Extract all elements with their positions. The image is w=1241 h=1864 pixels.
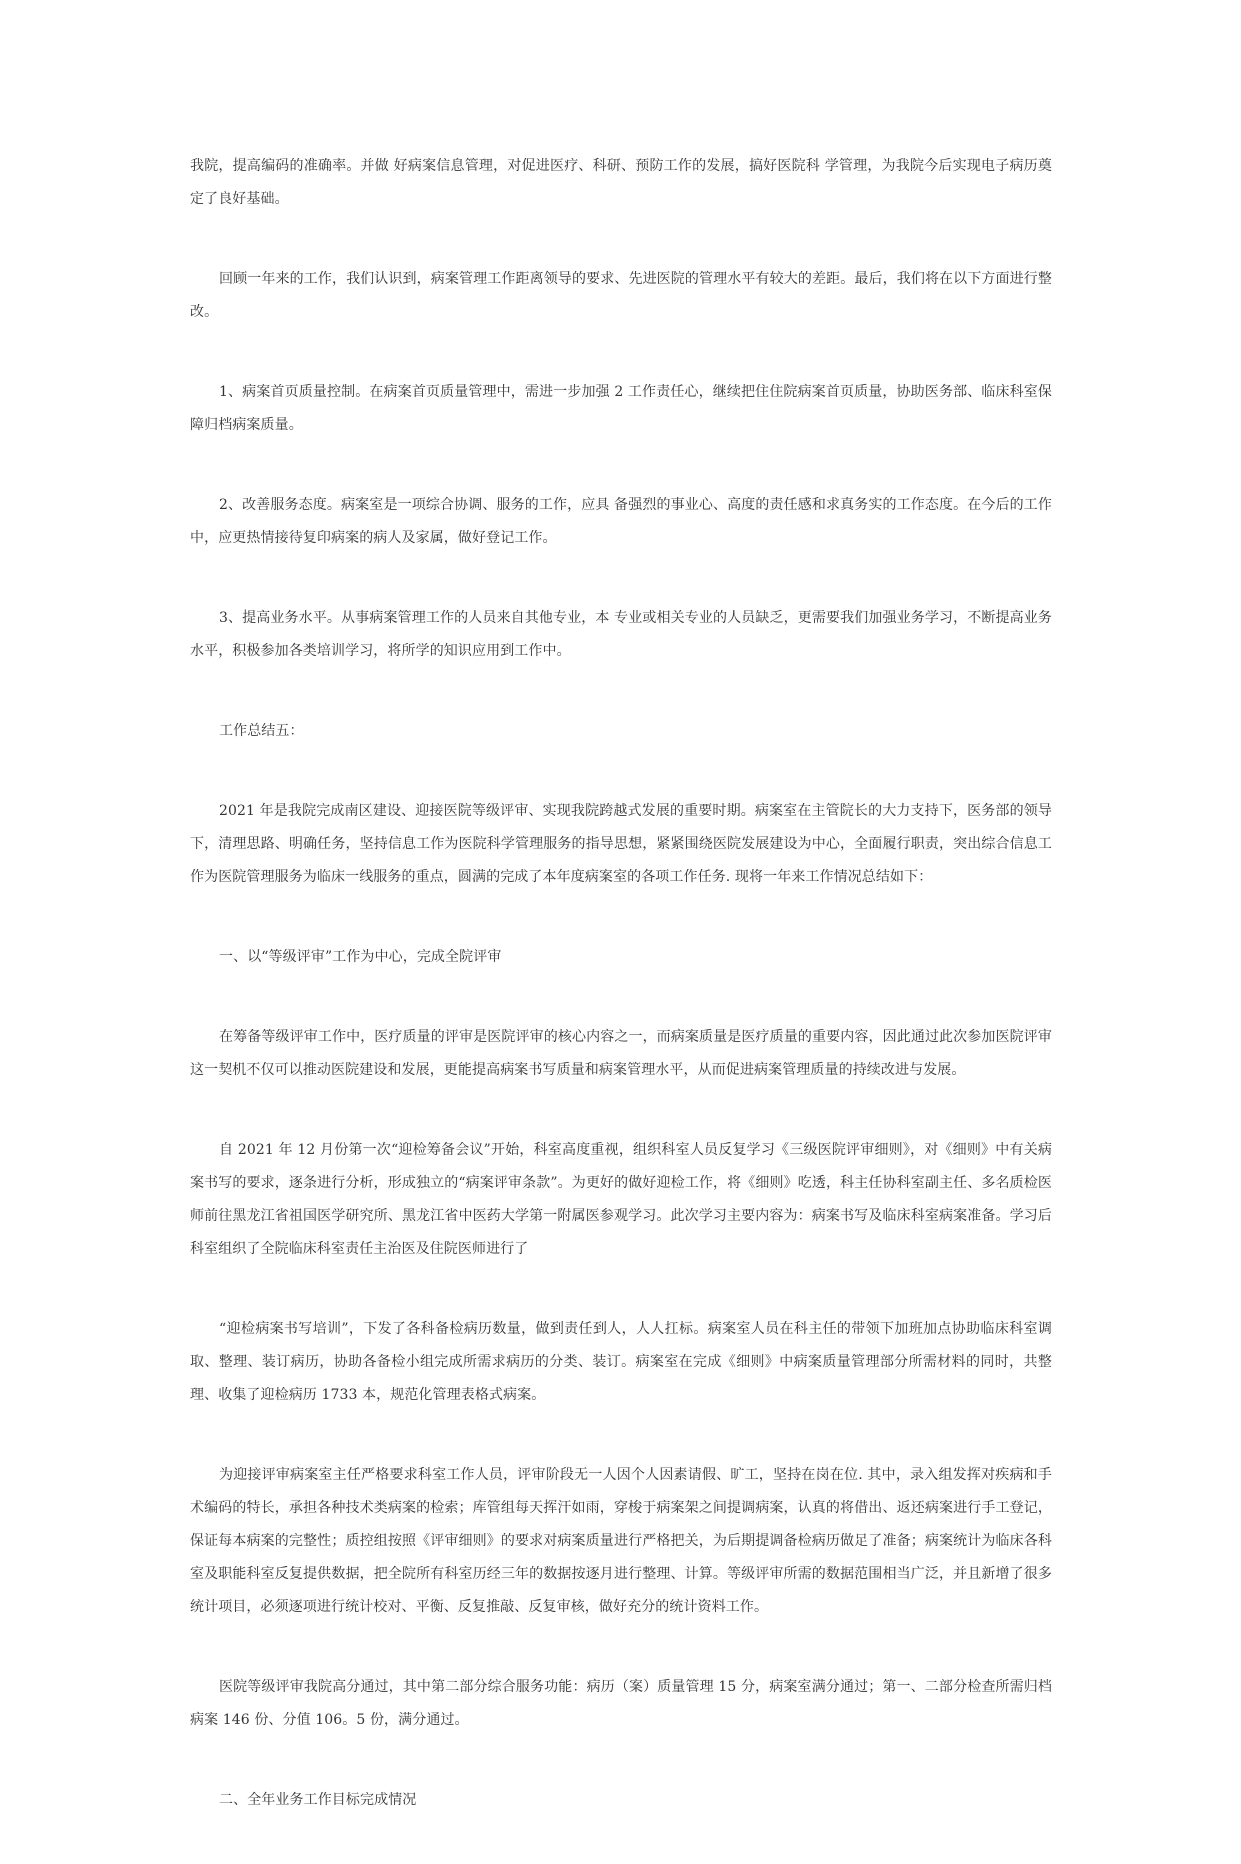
paragraph-2: 回顾一年来的工作，我们认识到，病案管理工作距离领导的要求、先进医院的管理水平有较大的差距。最后，我们将在以下方面进行整改。	[190, 271, 1052, 320]
paragraph-7: 2021 年是我院完成南区建设、迎接医院等级评审、实现我院跨越式发展的重要时期。病案室在主管院长的大力支持下，医务部的领导下，清理思路、明确任务，坚持信息工作为医院科学管理服务的指导思想，紧紧围绕医院发展建设为中心，全面履行职责，突出综合信息工作为医院管理服务为临床一线服务的重点，圆满的完成了本年度病案室的各项工作任务. 现将一年来工作情况总结如下：	[190, 803, 1052, 885]
paragraph-4: 2、改善服务态度。病案室是一项综合协调、服务的工作，应具 备强烈的事业心、高度的责任感和求真务实的工作态度。在今后的工作中，应更热情接待复印病案的病人及家属，做好登记工作。	[190, 497, 1052, 546]
section-heading-1: 一、以“等级评审”工作为中心，完成全院评审	[219, 949, 502, 965]
document-body	[190, 150, 1052, 1864]
paragraph-5: 3、提高业务水平。从事病案管理工作的人员来自其他专业，本 专业或相关专业的人员缺乏，更需要我们加强业务学习，不断提高业务水平，积极参加各类培训学习，将所学的知识应用到工作中。	[190, 610, 1052, 659]
paragraph-12: 为迎接评审病案室主任严格要求科室工作人员，评审阶段无一人因个人因素请假、旷工，坚持在岗在位. 其中，录入组发挥对疾病和手术编码的特长，承担各种技术类病案的检索；库管组每天挥汗如雨，穿梭于病案架之间提调病案，认真的将借出、返还病案进行手工登记，保证每本病案的完整性；质控组按照《评审细则》的要求对病案质量进行严格把关，为后期提调备检病历做足了准备；病案统计为临床各科室及职能科室反复提供数据，把全院所有科室历经三年的数据按逐月进行整理、计算。等级评审所需的数据范围相当广泛，并且新增了很多统计项目，必须逐项进行统计校对、平衡、反复推敲、反复审核，做好充分的统计资料工作。	[190, 1467, 1052, 1615]
section-heading-2: 二、全年业务工作目标完成情况	[219, 1792, 417, 1808]
paragraph-3: 1、病案首页质量控制。在病案首页质量管理中，需进一步加强 2 工作责任心，继续把住住院病案首页质量，协助医务部、临床科室保 障归档病案质量。	[190, 384, 1052, 433]
paragraph-13: 医院等级评审我院高分通过，其中第二部分综合服务功能：病历（案）质量管理 15 分，病案室满分通过；第一、二部分检查所需归档病案 146 份、分值 106。5 份，满分通过。	[190, 1679, 1052, 1728]
paragraph-10: 自 2021 年 12 月份第一次“迎检筹备会议”开始，科室高度重视，组织科室人员反复学习《三级医院评审细则》，对《细则》中有关病案书写的要求，逐条进行分析，形成独立的“病案评审条款”。为更好的做好迎检工作，将《细则》吃透，科主任协科室副主任、多名质检医师前往黑龙江省祖国医学研究所、黑龙江省中医药大学第一附属医参观学习。此次学习主要内容为：病案书写及临床科室病案准备。学习后科室组织了全院临床科室责任主治医及住院医师进行了	[190, 1142, 1052, 1257]
paragraph-9: 在筹备等级评审工作中，医疗质量的评审是医院评审的核心内容之一，而病案质量是医疗质量的重要内容，因此通过此次参加医院评审这一契机不仅可以推动医院建设和发展，更能提高病案书写质量和病案管理水平，从而促进病案管理质量的持续改进与发展。	[190, 1029, 1052, 1078]
paragraph-11: “迎检病案书写培训”，下发了各科备检病历数量，做到责任到人，人人扛标。病案室人员在科主任的带领下加班加点协助临床科室调取、整理、装订病历，协助各备检小组完成所需求病历的分类、装订。病案室在完成《细则》中病案质量管理部分所需材料的同时，共整理、收集了迎检病历 1733 本，规范化管理表格式病案。	[190, 1321, 1052, 1403]
paragraph-1: 我院，提高编码的准确率。并做 好病案信息管理，对促进医疗、科研、预防工作的发展，搞好医院科 学管理，为我院今后实现电子病历奠定了良好基础。	[190, 158, 1052, 207]
section-heading-summary-five: 工作总结五：	[219, 723, 304, 739]
